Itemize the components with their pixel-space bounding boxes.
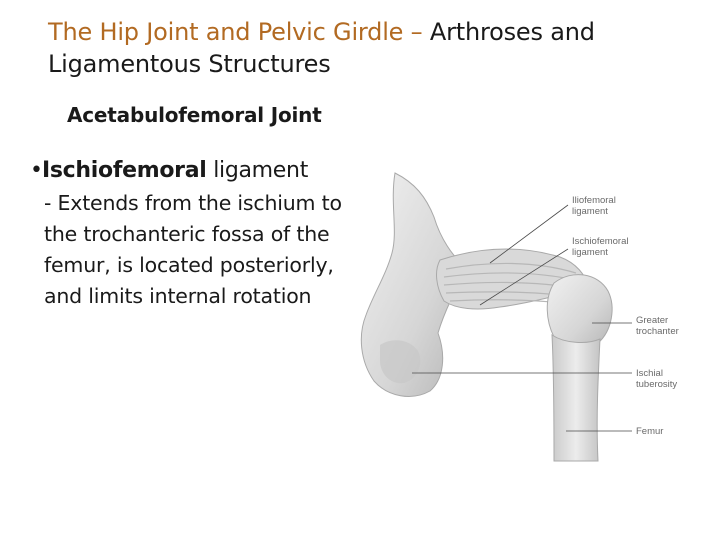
label-greater-1: Greater xyxy=(636,315,669,326)
label-ischiofemoral-1: Ischiofemoral xyxy=(572,236,629,247)
title-accent: The Hip Joint and Pelvic Girdle – xyxy=(48,18,430,46)
label-greater-2: trochanter xyxy=(636,326,679,337)
slide-subtitle: Acetabulofemoral Joint xyxy=(67,103,322,127)
bullet-word: ligament xyxy=(206,158,309,183)
bullet-description: - Extends from the ischium to the trochanteric fossa of the femur, is located posteriorly, and limits internal rotation xyxy=(44,191,342,308)
title-rest: Arthroses and Ligamentous Structures xyxy=(48,18,595,78)
femur-shaft xyxy=(552,335,600,461)
label-ischial-1: Ischial xyxy=(636,368,663,379)
bullet-marker: • xyxy=(30,158,43,183)
bullet-item xyxy=(30,154,308,188)
label-femur: Femur xyxy=(636,426,664,437)
bullet-term: Ischiofemoral xyxy=(42,158,207,183)
label-ischial-2: tuberosity xyxy=(636,379,678,390)
hip-ligament-illustration xyxy=(340,165,710,465)
label-ischiofemoral-2: ligament xyxy=(572,247,608,258)
slide-title xyxy=(48,16,688,80)
label-iliofemoral-2: ligament xyxy=(572,206,608,217)
label-iliofemoral-1: Iliofemoral xyxy=(572,195,616,206)
